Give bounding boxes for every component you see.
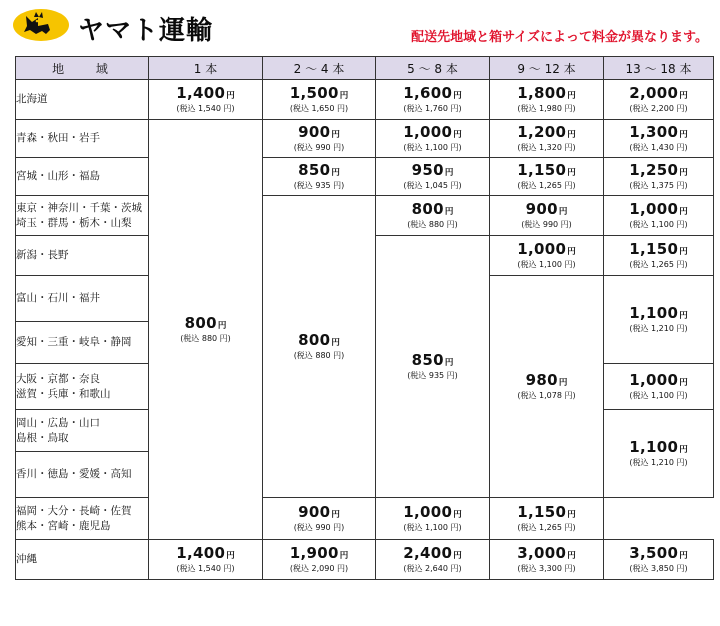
- price-amount: [604, 85, 713, 104]
- tax-included-price: (税込 2,640 円): [403, 564, 462, 573]
- tax-included-price: (税込 990 円): [521, 220, 572, 229]
- price-cell: [376, 158, 490, 196]
- price-amount: [490, 85, 603, 104]
- price-amount: [604, 162, 713, 181]
- table-row: [16, 80, 714, 120]
- price-amount: [376, 545, 489, 564]
- price-cell: [376, 80, 490, 120]
- table-row: [16, 498, 714, 540]
- price-cell: [376, 196, 490, 236]
- tax-included-price: (税込 1,650 円): [289, 104, 349, 113]
- price-cell: [604, 410, 714, 498]
- tax-included-price: (税込 1,210 円): [629, 458, 688, 467]
- column-header-5-8: 5 ～ 8 本: [376, 57, 490, 80]
- tax-included-price: (税込 1,540 円): [176, 564, 235, 573]
- column-header-2-4: 2 ～ 4 本: [263, 57, 376, 80]
- price-value: 800: [184, 314, 217, 332]
- price-value: 1,400: [176, 544, 226, 562]
- price-cell: [490, 236, 604, 276]
- yen-unit: 円: [679, 311, 688, 321]
- price-value: 1,000: [629, 200, 679, 218]
- price-amount: [149, 315, 262, 334]
- price-value: 980: [525, 371, 558, 389]
- tax-included-price: (税込 1,265 円): [517, 181, 576, 190]
- table-row: [16, 196, 714, 236]
- price-value: 1,100: [629, 304, 679, 322]
- price-cell: [263, 120, 376, 158]
- price-amount: [490, 124, 603, 143]
- price-amount: [490, 162, 603, 181]
- yen-unit: 円: [679, 168, 688, 178]
- yen-unit: 円: [679, 551, 688, 561]
- price-amount: [263, 332, 375, 351]
- price-value: 1,150: [517, 503, 567, 521]
- yen-unit: 円: [558, 207, 568, 217]
- price-amount: [376, 201, 489, 220]
- yen-unit: 円: [453, 510, 462, 520]
- yen-unit: 円: [226, 551, 235, 561]
- tax-included-price: (税込 1,100 円): [629, 220, 688, 229]
- price-amount: [263, 545, 375, 564]
- column-header-13-18: 13 ～ 18 本: [604, 57, 714, 80]
- tax-included-price: (税込 935 円): [293, 181, 345, 190]
- price-cell: [604, 540, 714, 580]
- price-value: 900: [525, 200, 558, 218]
- price-cell: [263, 80, 376, 120]
- price-value: 850: [298, 161, 331, 179]
- price-cell: [490, 120, 604, 158]
- tax-included-price: (税込 880 円): [180, 334, 231, 343]
- tax-included-price: (税込 3,300 円): [517, 564, 576, 573]
- yen-unit: 円: [331, 338, 340, 348]
- price-value: 850: [411, 351, 444, 369]
- price-cell: [490, 158, 604, 196]
- yen-unit: 円: [567, 91, 576, 101]
- price-value: 1,150: [517, 161, 567, 179]
- yen-unit: 円: [679, 378, 688, 388]
- price-cell: [604, 364, 714, 410]
- price-amount: [376, 124, 489, 143]
- price-value: 1,000: [403, 123, 453, 141]
- region-cell: 愛知・三重・岐阜・静岡: [16, 322, 149, 364]
- price-cell: [376, 498, 490, 540]
- price-cell: [376, 236, 490, 498]
- price-cell: [263, 498, 376, 540]
- tax-included-price: (税込 1,100 円): [629, 391, 688, 400]
- price-amount: [376, 504, 489, 523]
- region-cell: 香川・徳島・愛媛・高知: [16, 452, 149, 498]
- price-value: 950: [411, 161, 444, 179]
- price-value: 1,800: [517, 84, 567, 102]
- price-amount: [490, 545, 603, 564]
- page-header: [0, 0, 720, 50]
- yen-unit: 円: [339, 551, 349, 561]
- price-amount: [376, 162, 489, 181]
- yen-unit: 円: [679, 130, 688, 140]
- tax-included-price: (税込 3,850 円): [629, 564, 688, 573]
- price-amount: [263, 85, 375, 104]
- price-value: 1,900: [289, 544, 339, 562]
- table-row: [16, 120, 714, 158]
- column-header-1: 1 本: [149, 57, 263, 80]
- price-amount: [149, 85, 262, 104]
- yen-unit: 円: [567, 510, 576, 520]
- price-value: 1,100: [629, 438, 679, 456]
- price-value: 900: [298, 123, 331, 141]
- price-amount: [263, 504, 375, 523]
- tax-included-price: (税込 1,320 円): [517, 143, 576, 152]
- region-cell: 福岡・大分・長崎・佐賀 熊本・宮崎・鹿児島: [16, 498, 149, 540]
- yen-unit: 円: [679, 247, 688, 257]
- yen-unit: 円: [567, 247, 576, 257]
- price-value: 800: [411, 200, 444, 218]
- price-cell: [263, 196, 376, 498]
- region-cell: 北海道: [16, 80, 149, 120]
- price-value: 2,400: [403, 544, 453, 562]
- price-amount: [376, 85, 489, 104]
- yen-unit: 円: [453, 130, 462, 140]
- yen-unit: 円: [567, 551, 576, 561]
- yen-unit: 円: [331, 510, 340, 520]
- price-cell: [490, 80, 604, 120]
- yen-unit: 円: [339, 91, 349, 101]
- price-cell: [490, 276, 604, 498]
- price-amount: [490, 504, 603, 523]
- header-row: [16, 57, 714, 80]
- price-value: 2,000: [629, 84, 679, 102]
- tax-included-price: (税込 1,210 円): [629, 324, 688, 333]
- price-amount: [604, 545, 713, 564]
- tax-included-price: (税込 1,078 円): [517, 391, 576, 400]
- yen-unit: 円: [444, 358, 454, 368]
- price-value: 1,200: [517, 123, 567, 141]
- brand-logo: [12, 6, 252, 46]
- tax-included-price: (税込 1,100 円): [403, 143, 462, 152]
- yen-unit: 円: [453, 91, 462, 101]
- yen-unit: 円: [331, 168, 340, 178]
- tax-included-price: (税込 1,540 円): [176, 104, 235, 113]
- price-amount: [490, 241, 603, 260]
- tax-included-price: (税込 1,430 円): [629, 143, 688, 152]
- price-amount: [376, 352, 489, 371]
- price-cell: [490, 540, 604, 580]
- region-cell: 青森・秋田・岩手: [16, 120, 149, 158]
- price-amount: [604, 372, 713, 391]
- region-cell: 岡山・広島・山口 島根・鳥取: [16, 410, 149, 452]
- price-cell: [149, 540, 263, 580]
- tax-included-price: (税込 2,090 円): [289, 564, 349, 573]
- price-amount: [604, 439, 713, 458]
- tax-included-price: (税込 990 円): [293, 143, 345, 152]
- region-cell: 大阪・京都・奈良 滋賀・兵庫・和歌山: [16, 364, 149, 410]
- price-cell: [149, 120, 263, 540]
- tax-included-price: (税込 2,200 円): [629, 104, 688, 113]
- tax-included-price: (税込 880 円): [293, 351, 345, 360]
- price-cell: [604, 236, 714, 276]
- yen-unit: 円: [331, 130, 340, 140]
- price-cell: [376, 540, 490, 580]
- region-cell: 沖縄: [16, 540, 149, 580]
- column-header-9-12: 9 ～ 12 本: [490, 57, 604, 80]
- price-amount: [604, 124, 713, 143]
- tax-included-price: (税込 1,265 円): [517, 523, 576, 532]
- region-cell: 富山・石川・福井: [16, 276, 149, 322]
- tax-included-price: (税込 1,100 円): [403, 523, 462, 532]
- yen-unit: 円: [679, 445, 688, 455]
- yen-unit: 円: [679, 207, 688, 217]
- brand-name: ヤマト運輸: [78, 16, 214, 46]
- price-cell: [604, 196, 714, 236]
- yen-unit: 円: [226, 91, 235, 101]
- price-value: 3,500: [629, 544, 679, 562]
- yen-unit: 円: [444, 168, 454, 178]
- tax-included-price: (税込 935 円): [407, 371, 458, 380]
- yen-unit: 円: [444, 207, 454, 217]
- price-amount: [263, 124, 375, 143]
- price-value: 1,250: [629, 161, 679, 179]
- price-value: 1,000: [517, 240, 567, 258]
- price-cell: [149, 80, 263, 120]
- tax-included-price: (税込 1,045 円): [403, 181, 462, 190]
- yen-unit: 円: [567, 130, 576, 140]
- price-value: 1,400: [176, 84, 226, 102]
- price-cell: [604, 80, 714, 120]
- yen-unit: 円: [217, 321, 227, 331]
- region-cell: 新潟・長野: [16, 236, 149, 276]
- yen-unit: 円: [679, 91, 688, 101]
- table-row: [16, 158, 714, 196]
- column-header-region: 地 域: [16, 57, 149, 80]
- tax-included-price: (税込 880 円): [407, 220, 458, 229]
- notice-text: 配送先地域と箱サイズによって料金が異なります。: [411, 30, 708, 45]
- yen-unit: 円: [453, 551, 462, 561]
- black-cat-icon: [12, 8, 70, 42]
- price-amount: [490, 372, 603, 391]
- price-value: 1,000: [403, 503, 453, 521]
- tax-included-price: (税込 1,980 円): [517, 104, 576, 113]
- price-value: 1,300: [629, 123, 679, 141]
- table-row: [16, 540, 714, 580]
- price-cell: [263, 158, 376, 196]
- region-cell: 宮城・山形・福島: [16, 158, 149, 196]
- tax-included-price: (税込 1,100 円): [517, 260, 576, 269]
- price-cell: [490, 196, 604, 236]
- price-cell: [604, 120, 714, 158]
- price-amount: [604, 305, 713, 324]
- region-cell: 東京・神奈川・千葉・茨城 埼玉・群馬・栃木・山梨: [16, 196, 149, 236]
- price-value: 3,000: [517, 544, 567, 562]
- price-amount: [604, 241, 713, 260]
- price-cell: [263, 540, 376, 580]
- price-value: 1,500: [289, 84, 339, 102]
- price-cell: [376, 120, 490, 158]
- yen-unit: 円: [567, 168, 576, 178]
- price-value: 1,150: [629, 240, 679, 258]
- price-amount: [263, 162, 375, 181]
- tax-included-price: (税込 990 円): [293, 523, 345, 532]
- tax-included-price: (税込 1,760 円): [403, 104, 462, 113]
- price-value: 900: [298, 503, 331, 521]
- price-amount: [149, 545, 262, 564]
- price-value: 800: [298, 331, 331, 349]
- price-cell: [490, 498, 604, 540]
- price-value: 1,600: [403, 84, 453, 102]
- price-cell: [604, 276, 714, 364]
- price-cell: [604, 158, 714, 196]
- tax-included-price: (税込 1,375 円): [629, 181, 688, 190]
- shipping-rate-table: [15, 56, 714, 580]
- yen-unit: 円: [558, 378, 568, 388]
- price-value: 1,000: [629, 371, 679, 389]
- price-amount: [604, 201, 713, 220]
- tax-included-price: (税込 1,265 円): [629, 260, 688, 269]
- price-amount: [490, 201, 603, 220]
